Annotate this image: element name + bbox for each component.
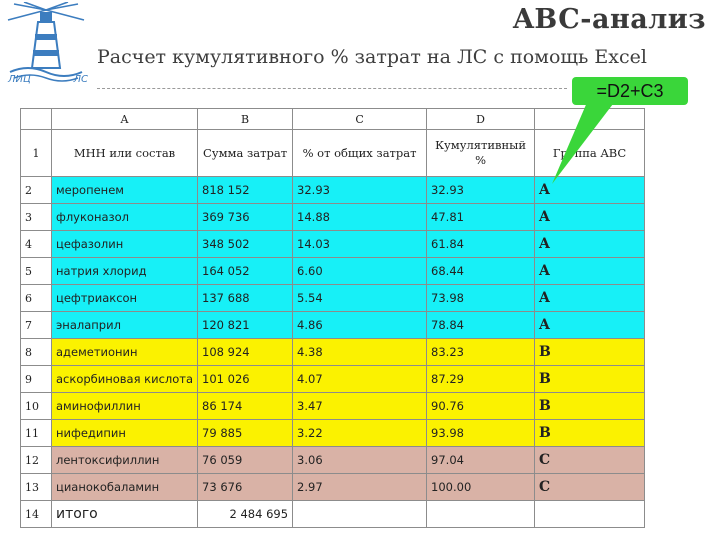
page-title: ABC-анализ bbox=[512, 4, 706, 35]
group-cell[interactable]: B bbox=[535, 420, 645, 447]
logo-right-text: ЛС bbox=[73, 74, 88, 85]
row-number[interactable]: 4 bbox=[21, 231, 52, 258]
cumulative-cell[interactable]: 90.76 bbox=[427, 393, 535, 420]
cost-cell[interactable]: 348 502 bbox=[198, 231, 293, 258]
group-cell[interactable]: A bbox=[535, 231, 645, 258]
drug-name-cell[interactable]: меропенем bbox=[52, 177, 198, 204]
total-row bbox=[21, 501, 645, 528]
corner-cell[interactable] bbox=[21, 109, 52, 130]
cumulative-cell[interactable]: 73.98 bbox=[427, 285, 535, 312]
percent-cell[interactable]: 3.06 bbox=[293, 447, 427, 474]
header-cell-sum[interactable]: Сумма затрат bbox=[198, 130, 293, 177]
percent-cell[interactable]: 14.88 bbox=[293, 204, 427, 231]
table-row bbox=[21, 393, 645, 420]
header-cell-name[interactable]: МНН или состав bbox=[52, 130, 198, 177]
drug-name-cell[interactable]: флуконазол bbox=[52, 204, 198, 231]
column-letter[interactable]: B bbox=[198, 109, 293, 130]
divider bbox=[97, 88, 567, 89]
drug-name-cell[interactable]: эналаприл bbox=[52, 312, 198, 339]
table-row bbox=[21, 474, 645, 501]
column-letter[interactable]: A bbox=[52, 109, 198, 130]
percent-cell[interactable]: 32.93 bbox=[293, 177, 427, 204]
cost-cell[interactable]: 108 924 bbox=[198, 339, 293, 366]
drug-name-cell[interactable]: натрия хлорид bbox=[52, 258, 198, 285]
total-label-cell[interactable]: итого bbox=[52, 501, 198, 528]
drug-name-cell[interactable]: нифедипин bbox=[52, 420, 198, 447]
empty-cell[interactable] bbox=[293, 501, 427, 528]
cost-cell[interactable]: 76 059 bbox=[198, 447, 293, 474]
percent-cell[interactable]: 4.07 bbox=[293, 366, 427, 393]
row-number[interactable]: 1 bbox=[21, 130, 52, 177]
group-cell[interactable]: B bbox=[535, 366, 645, 393]
header-cell-group[interactable]: Группа ABC bbox=[535, 130, 645, 177]
callout-pointer bbox=[540, 100, 660, 190]
group-cell[interactable]: A bbox=[535, 204, 645, 231]
cumulative-cell[interactable]: 93.98 bbox=[427, 420, 535, 447]
formula-callout: =D2+C3 bbox=[572, 77, 688, 105]
group-cell[interactable]: A bbox=[535, 285, 645, 312]
table-row bbox=[21, 447, 645, 474]
group-cell[interactable]: C bbox=[535, 474, 645, 501]
group-cell[interactable]: A bbox=[535, 312, 645, 339]
logo-caption bbox=[8, 74, 88, 85]
row-number[interactable]: 13 bbox=[21, 474, 52, 501]
cost-cell[interactable]: 164 052 bbox=[198, 258, 293, 285]
table-row bbox=[21, 285, 645, 312]
cost-cell[interactable]: 86 174 bbox=[198, 393, 293, 420]
row-number[interactable]: 10 bbox=[21, 393, 52, 420]
table-row bbox=[21, 258, 645, 285]
table-row bbox=[21, 366, 645, 393]
table-row bbox=[21, 420, 645, 447]
row-number[interactable]: 3 bbox=[21, 204, 52, 231]
drug-name-cell[interactable]: аминофиллин bbox=[52, 393, 198, 420]
percent-cell[interactable]: 2.97 bbox=[293, 474, 427, 501]
drug-name-cell[interactable]: аскорбиновая кислота bbox=[52, 366, 198, 393]
percent-cell[interactable]: 4.86 bbox=[293, 312, 427, 339]
drug-name-cell[interactable]: цианокобаламин bbox=[52, 474, 198, 501]
group-cell[interactable]: A bbox=[535, 177, 645, 204]
group-cell[interactable]: A bbox=[535, 258, 645, 285]
drug-name-cell[interactable]: лентоксифиллин bbox=[52, 447, 198, 474]
group-cell[interactable]: C bbox=[535, 447, 645, 474]
drug-name-cell[interactable]: цефтриаксон bbox=[52, 285, 198, 312]
cost-cell[interactable]: 101 026 bbox=[198, 366, 293, 393]
percent-cell[interactable]: 4.38 bbox=[293, 339, 427, 366]
cost-cell[interactable]: 73 676 bbox=[198, 474, 293, 501]
header-cell-cum[interactable]: Кумулятивный % bbox=[427, 130, 535, 177]
row-number[interactable]: 14 bbox=[21, 501, 52, 528]
row-number[interactable]: 12 bbox=[21, 447, 52, 474]
cumulative-cell[interactable]: 83.23 bbox=[427, 339, 535, 366]
table-row bbox=[21, 231, 645, 258]
row-number[interactable]: 2 bbox=[21, 177, 52, 204]
empty-cell[interactable] bbox=[427, 501, 535, 528]
cumulative-cell[interactable]: 32.93 bbox=[427, 177, 535, 204]
cost-cell[interactable]: 79 885 bbox=[198, 420, 293, 447]
percent-cell[interactable]: 14.03 bbox=[293, 231, 427, 258]
row-number[interactable]: 7 bbox=[21, 312, 52, 339]
cumulative-cell[interactable]: 87.29 bbox=[427, 366, 535, 393]
percent-cell[interactable]: 3.22 bbox=[293, 420, 427, 447]
percent-cell[interactable]: 6.60 bbox=[293, 258, 427, 285]
empty-cell[interactable] bbox=[535, 501, 645, 528]
cost-cell[interactable]: 137 688 bbox=[198, 285, 293, 312]
group-cell[interactable]: B bbox=[535, 393, 645, 420]
percent-cell[interactable]: 5.54 bbox=[293, 285, 427, 312]
total-sum-cell[interactable]: 2 484 695 bbox=[198, 501, 293, 528]
cumulative-cell[interactable]: 68.44 bbox=[427, 258, 535, 285]
cost-cell[interactable]: 369 736 bbox=[198, 204, 293, 231]
cost-cell[interactable]: 120 821 bbox=[198, 312, 293, 339]
row-number[interactable]: 8 bbox=[21, 339, 52, 366]
group-cell[interactable]: B bbox=[535, 339, 645, 366]
row-number[interactable]: 9 bbox=[21, 366, 52, 393]
drug-name-cell[interactable]: цефазолин bbox=[52, 231, 198, 258]
cumulative-cell[interactable]: 61.84 bbox=[427, 231, 535, 258]
cumulative-cell[interactable]: 47.81 bbox=[427, 204, 535, 231]
column-letter[interactable]: C bbox=[293, 109, 427, 130]
table-row bbox=[21, 339, 645, 366]
percent-cell[interactable]: 3.47 bbox=[293, 393, 427, 420]
row-number[interactable]: 6 bbox=[21, 285, 52, 312]
table-row bbox=[21, 312, 645, 339]
row-number[interactable]: 11 bbox=[21, 420, 52, 447]
table-row bbox=[21, 204, 645, 231]
logo-left-text: ЛИЦ bbox=[8, 74, 31, 85]
column-letter[interactable]: D bbox=[427, 109, 535, 130]
cumulative-cell[interactable]: 97.04 bbox=[427, 447, 535, 474]
header-cell-pct[interactable]: % от общих затрат bbox=[293, 130, 427, 177]
page-subtitle: Расчет кумулятивного % затрат на ЛС с помощь Excel bbox=[97, 46, 647, 68]
cost-cell[interactable]: 818 152 bbox=[198, 177, 293, 204]
cumulative-cell[interactable]: 78.84 bbox=[427, 312, 535, 339]
row-number[interactable]: 5 bbox=[21, 258, 52, 285]
drug-name-cell[interactable]: адеметионин bbox=[52, 339, 198, 366]
cumulative-cell[interactable]: 100.00 bbox=[427, 474, 535, 501]
